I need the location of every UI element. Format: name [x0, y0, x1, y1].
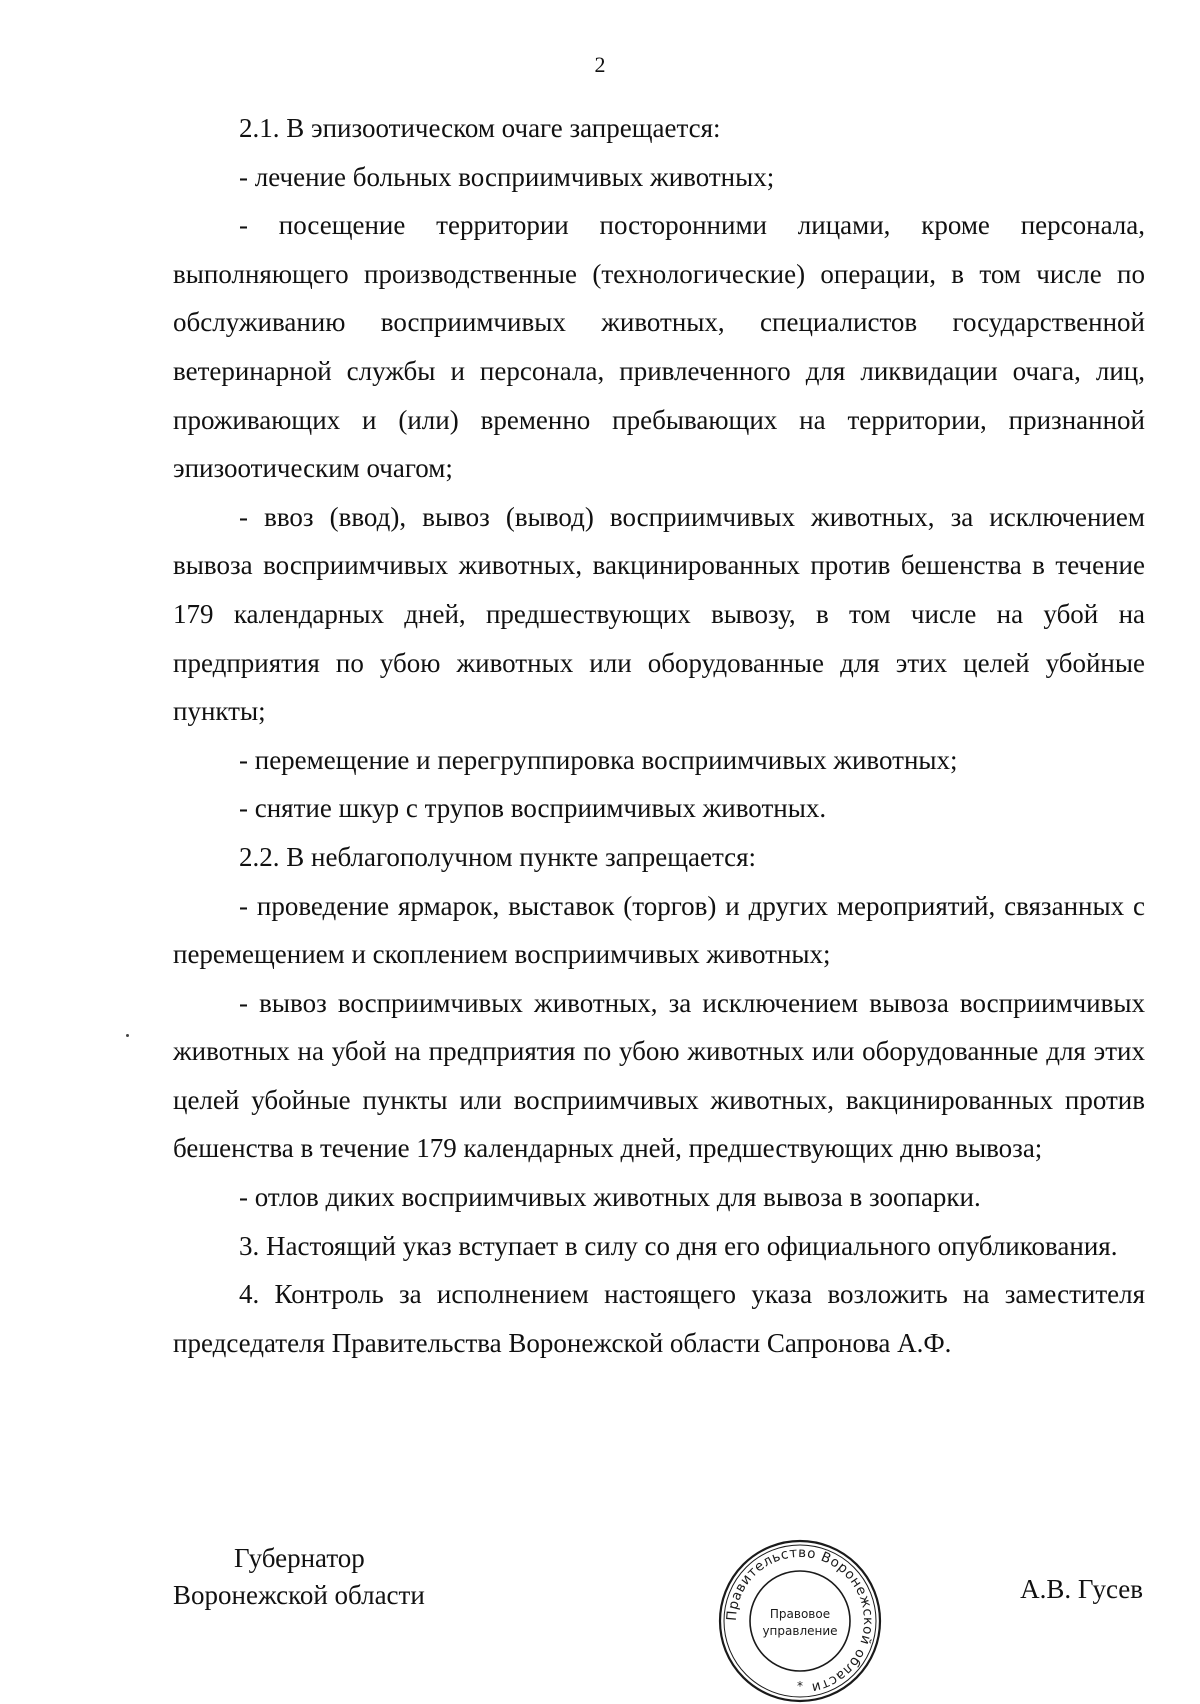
svg-text:Правовое: Правовое	[769, 1607, 831, 1621]
list-item-skinning-ban: - снятие шкур с трупов восприимчивых животных.	[239, 793, 827, 824]
list-item-fairs-ban: - проведение ярмарок, выставок (торгов) и других мероприятий, связанных с перемещением и скоплением восприимчивых животных;	[173, 890, 1145, 970]
signatory-name: А.В. Гусев	[1020, 1574, 1143, 1604]
official-seal	[717, 1538, 883, 1704]
paragraph-2-1: 2.1. В эпизоотическом очаге запрещается:	[239, 113, 721, 143]
scan-speck	[126, 1034, 129, 1037]
signatory-title: Губернатор	[234, 1543, 365, 1573]
list-item-removal-ban: - вывоз восприимчивых животных, за исключением вывоза восприимчивых животных на убой на предприятия по убою животных или оборудованные для этих целей убойные пункты или восприимчивых животных, вакцинированных против бешенства в течение 179 календарных дней, предшествующих дню вывоза;	[173, 987, 1145, 1164]
list-item-visit-ban: - посещение территории посторонними лицами, кроме персонала, выполняющего производственные (технологические) операции, в том числе по обслуживанию восприимчивых животных, специалистов государственной ветеринарной службы и персонала, привлеченного для ликвидации очага, лиц, проживающих и (или) временно пребывающих на территории, признанной эпизоотическим очагом;	[173, 210, 1145, 484]
signatory-region: Воронежской области	[173, 1580, 425, 1610]
paragraph-3: 3. Настоящий указ вступает в силу со дня его официального опубликования.	[239, 1230, 1118, 1261]
list-item-import-export-ban: - ввоз (ввод), вывоз (вывод) восприимчивых животных, за исключением вывоза восприимчивых животных, вакцинированных против бешенства в течение 179 календарных дней, предшествующих вывозу, в том числе на убой на предприятия по убою животных или оборудованные для этих целей убойные пункты;	[173, 501, 1145, 727]
svg-text:управление: управление	[762, 1624, 838, 1638]
list-item-regrouping-ban: - перемещение и перегруппировка восприимчивых животных;	[239, 744, 958, 775]
signatory-position	[173, 1540, 425, 1614]
paragraph-4: 4. Контроль за исполнением настоящего указа возложить на заместителя председателя Правительства Воронежской области Сапронова А.Ф.	[173, 1279, 1145, 1358]
svg-text:Правительство Воронежской обла: Правительство Воронежской области	[723, 1544, 877, 1696]
document-body	[173, 104, 1145, 1367]
paragraph-2-2: 2.2. В неблагополучном пункте запрещается:	[239, 841, 756, 872]
page-number: 2	[594, 52, 606, 77]
list-item-treatment-ban: - лечение больных восприимчивых животных;	[239, 161, 775, 192]
svg-text:*: *	[797, 1679, 803, 1693]
list-item-capture-ban: - отлов диких восприимчивых животных для вывоза в зоопарки.	[239, 1182, 981, 1213]
